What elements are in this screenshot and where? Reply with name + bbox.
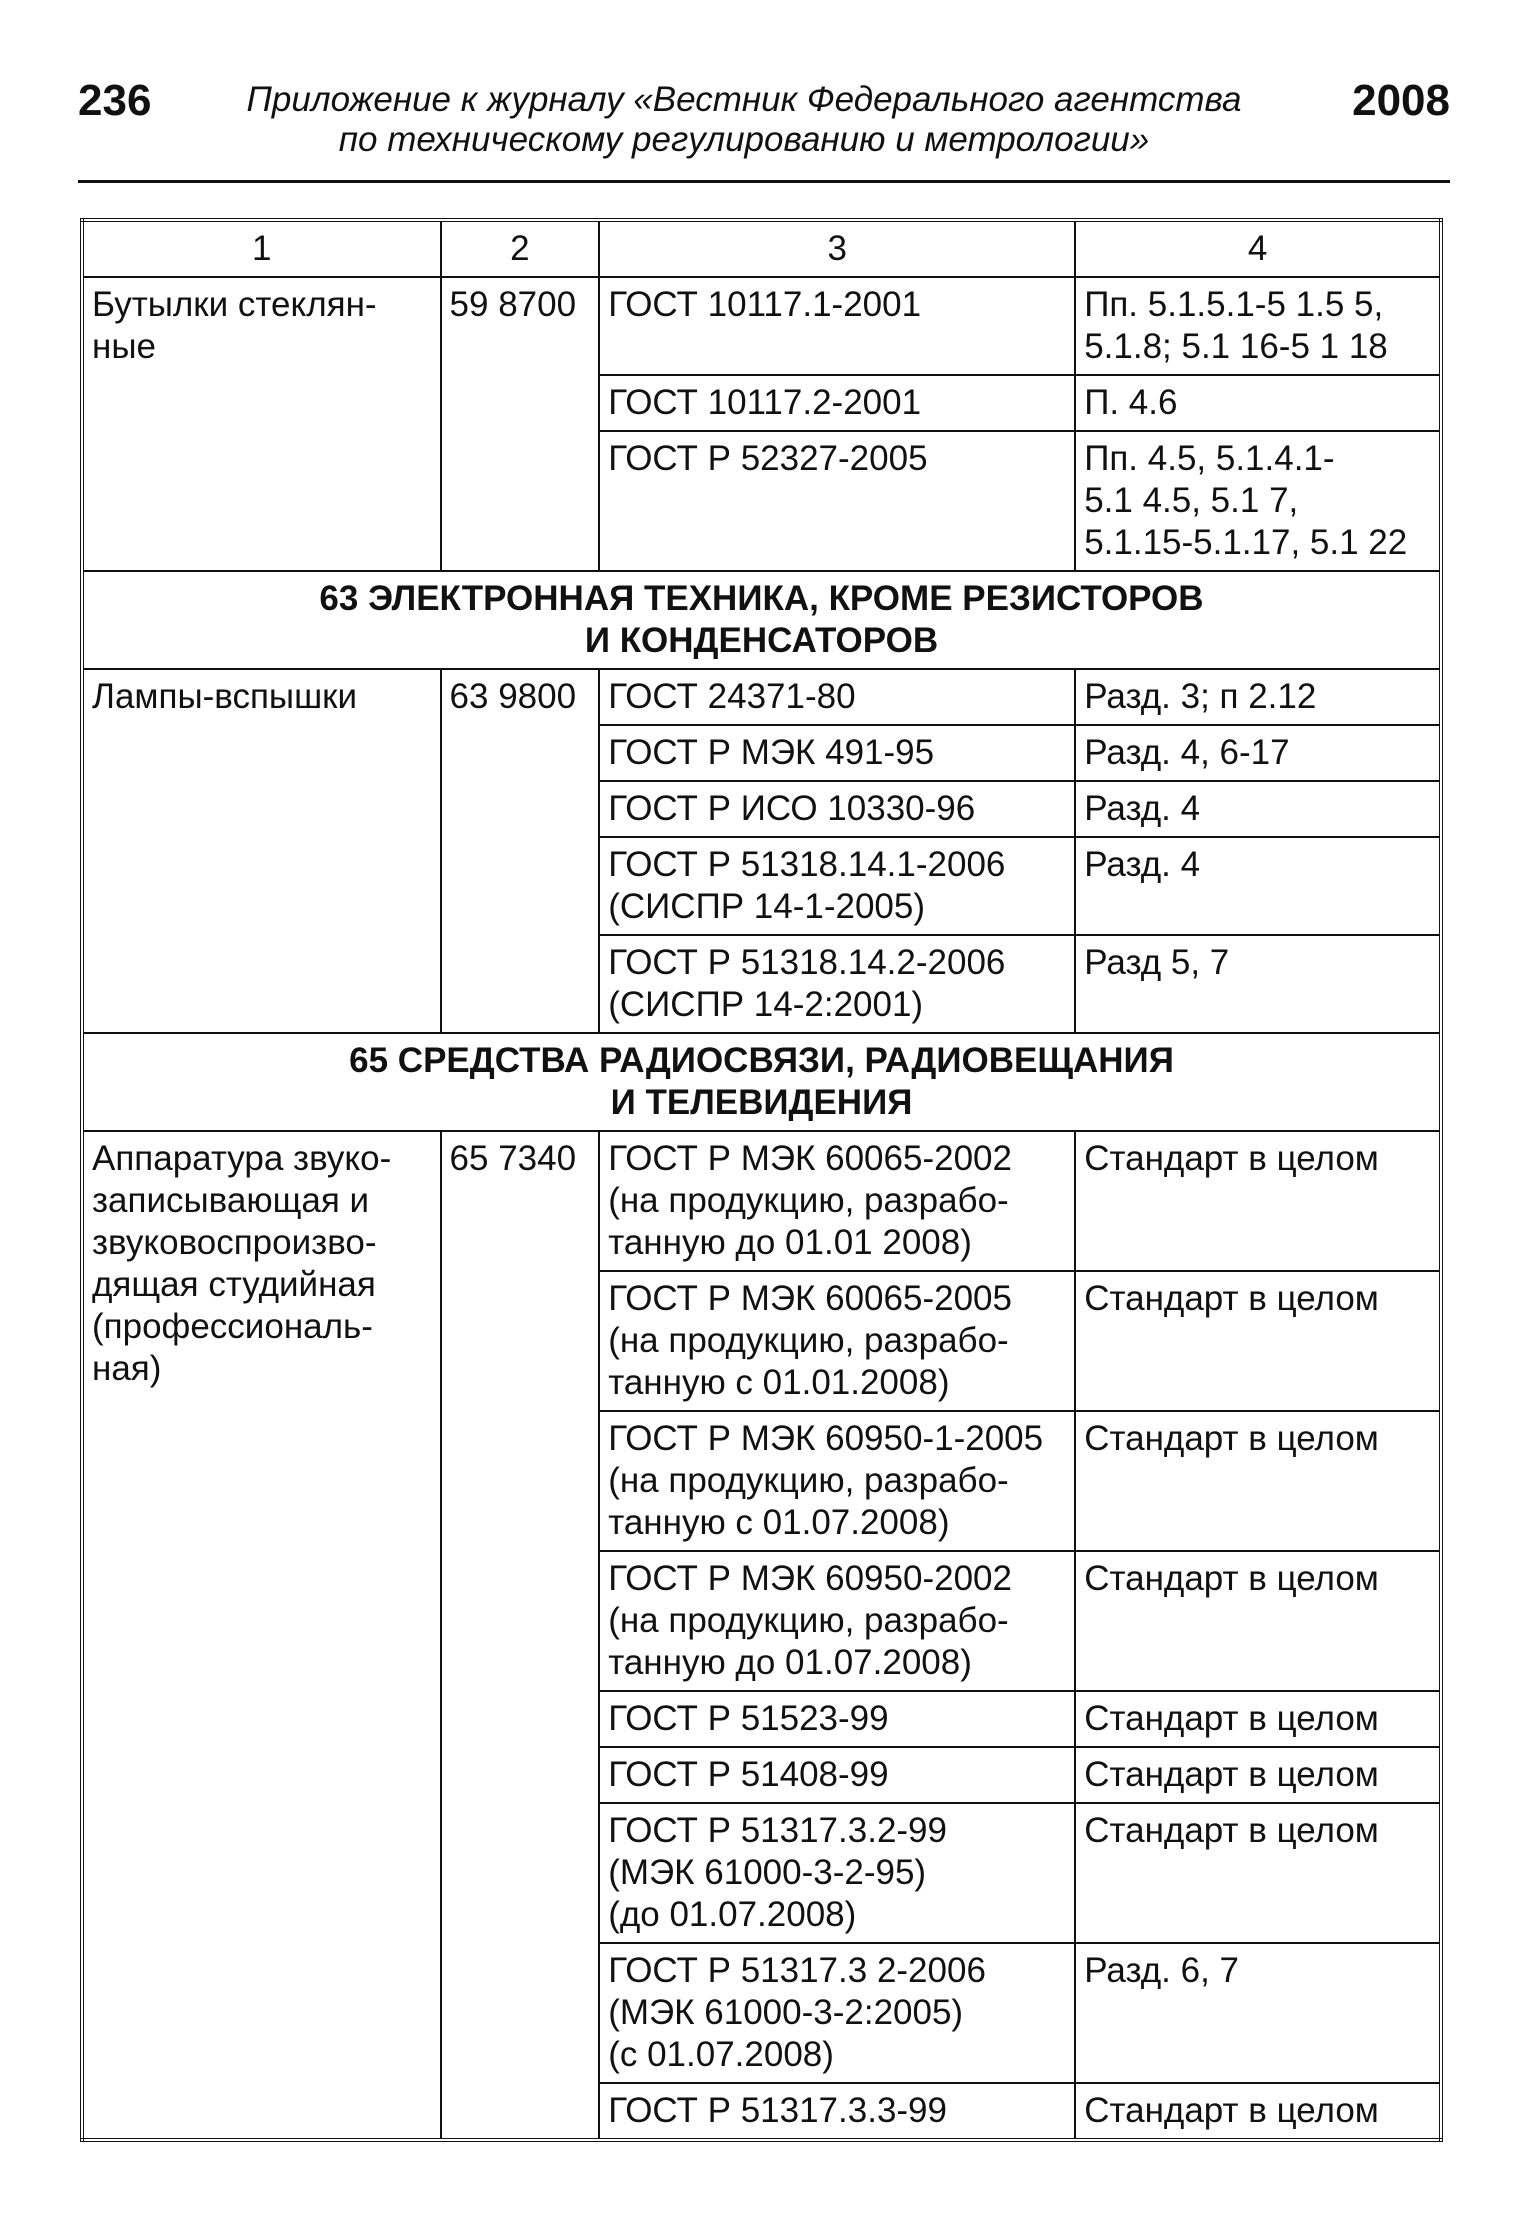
journal-title: [188, 80, 1300, 160]
standard-clauses: Стандарт в целом: [1075, 1691, 1441, 1747]
column-number-row: [82, 220, 1441, 277]
standard-designation: ГОСТ 10117.1-2001: [599, 277, 1075, 375]
standard-clauses: Пп. 5.1.5.1-5 1.5 5, 5.1.8; 5.1 16-5 1 18: [1075, 277, 1441, 375]
standard-clauses: П. 4.6: [1075, 375, 1441, 431]
standard-clauses: Разд 5, 7: [1075, 935, 1441, 1033]
header-rule: [78, 180, 1450, 183]
section-row: [82, 571, 1441, 669]
page-number: 236: [78, 76, 152, 125]
standard-designation: ГОСТ Р 51318.14.1-2006 (СИСПР 14-1-2005): [599, 837, 1075, 935]
standard-designation: ГОСТ Р МЭК 60950-2002 (на продукцию, разрабо- танную до 01.07.2008): [599, 1551, 1075, 1691]
product-name: Аппаратура звуко- записывающая и звуковоспроизво- дящая студийная (профессиональ- ная): [82, 1131, 441, 2140]
standard-designation: ГОСТ Р МЭК 60065-2005 (на продукцию, разрабо- танную с 01.01.2008): [599, 1271, 1075, 1411]
column-number: 1: [82, 220, 441, 277]
standard-clauses: Стандарт в целом: [1075, 1131, 1441, 1271]
standard-designation: ГОСТ 10117.2-2001: [599, 375, 1075, 431]
product-code: 63 9800: [441, 669, 600, 1033]
standard-clauses: Разд. 4: [1075, 781, 1441, 837]
standard-designation: ГОСТ Р 51523-99: [599, 1691, 1075, 1747]
standard-designation: ГОСТ Р 52327-2005: [599, 431, 1075, 571]
standard-designation: ГОСТ Р 51318.14.2-2006 (СИСПР 14-2:2001): [599, 935, 1075, 1033]
journal-title-line-2: по техническому регулированию и метрологии»: [338, 120, 1150, 159]
product-name: Лампы-вспышки: [82, 669, 441, 1033]
standard-designation: ГОСТ Р МЭК 60065-2002 (на продукцию, разрабо- танную до 01.01 2008): [599, 1131, 1075, 1271]
table-row: [82, 669, 1441, 725]
standard-clauses: Разд. 3; п 2.12: [1075, 669, 1441, 725]
standard-designation: ГОСТ Р 51317.3.3-99: [599, 2083, 1075, 2140]
column-number: 3: [599, 220, 1075, 277]
column-number: 2: [441, 220, 600, 277]
standard-clauses: Стандарт в целом: [1075, 1747, 1441, 1803]
standard-clauses: Стандарт в целом: [1075, 2083, 1441, 2140]
section-row: [82, 1033, 1441, 1131]
section-heading: 65 СРЕДСТВА РАДИОСВЯЗИ, РАДИОВЕЩАНИЯ И ТЕЛЕВИДЕНИЯ: [82, 1033, 1441, 1131]
column-number: 4: [1075, 220, 1441, 277]
standard-clauses: Разд. 6, 7: [1075, 1943, 1441, 2083]
page-header: [78, 76, 1450, 186]
year: 2008: [1352, 76, 1450, 125]
standard-clauses: Стандарт в целом: [1075, 1411, 1441, 1551]
standard-clauses: Стандарт в целом: [1075, 1551, 1441, 1691]
standard-designation: ГОСТ Р МЭК 60950-1-2005 (на продукцию, разрабо- танную с 01.07.2008): [599, 1411, 1075, 1551]
product-code: 59 8700: [441, 277, 600, 571]
standard-designation: ГОСТ Р МЭК 491-95: [599, 725, 1075, 781]
standard-clauses: Стандарт в целом: [1075, 1271, 1441, 1411]
standard-designation: ГОСТ Р ИСО 10330-96: [599, 781, 1075, 837]
product-code: 65 7340: [441, 1131, 600, 2140]
standard-designation: ГОСТ Р 51408-99: [599, 1747, 1075, 1803]
standard-clauses: Стандарт в целом: [1075, 1803, 1441, 1943]
section-heading: 63 ЭЛЕКТРОННАЯ ТЕХНИКА, КРОМЕ РЕЗИСТОРОВ И КОНДЕНСАТОРОВ: [82, 571, 1441, 669]
standard-designation: ГОСТ 24371-80: [599, 669, 1075, 725]
standards-table: [80, 218, 1443, 2142]
product-name: Бутылки стеклян- ные: [82, 277, 441, 571]
standard-designation: ГОСТ Р 51317.3.2-99 (МЭК 61000-3-2-95) (до 01.07.2008): [599, 1803, 1075, 1943]
table-row: [82, 1131, 1441, 1271]
standard-designation: ГОСТ Р 51317.3 2-2006 (МЭК 61000-3-2:2005) (с 01.07.2008): [599, 1943, 1075, 2083]
standard-clauses: Разд. 4: [1075, 837, 1441, 935]
standard-clauses: Разд. 4, 6-17: [1075, 725, 1441, 781]
journal-title-line-1: Приложение к журналу «Вестник Федерального агентства: [246, 80, 1242, 119]
standard-clauses: Пп. 4.5, 5.1.4.1- 5.1 4.5, 5.1 7, 5.1.15-5.1.17, 5.1 22: [1075, 431, 1441, 571]
table-row: [82, 277, 1441, 375]
